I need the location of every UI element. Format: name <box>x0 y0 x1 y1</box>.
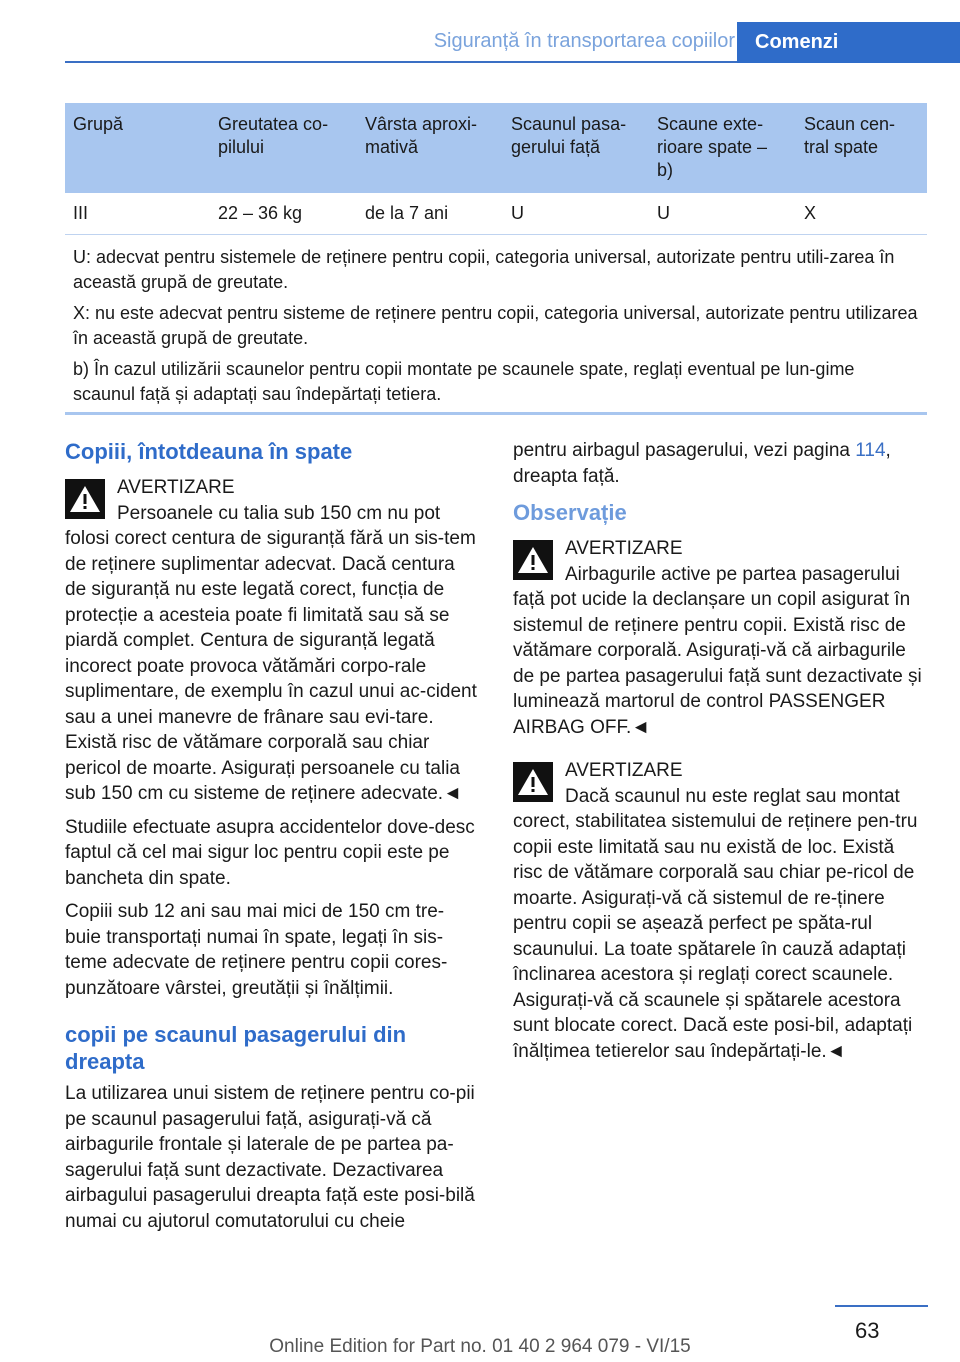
right-column <box>513 438 925 1072</box>
paragraph: Studiile efectuate asupra accidentelor dove-desc faptul că cel mai sigur loc pentru copii este pe bancheta din spate. <box>65 816 475 889</box>
table-header-cell: Vârsta aproxi-mativă <box>357 103 503 193</box>
section-title: Siguranță în transportarea copiilor <box>433 30 735 52</box>
table-cell: U <box>503 193 649 235</box>
table-header-row <box>65 103 927 193</box>
table-notes-row <box>65 235 927 426</box>
warning-text: Airbagurile active pe partea pasagerului față pot ucide la declanșare un copil asigurat în sistemul de reținere pentru copii. Există risc de vătămare corporală. Asigurați-vă că airbagurile de pe partea pasagerului față sunt dezactivate și luminează martorul de control PASSENGER AIRBAG OFF.◄ <box>513 563 922 738</box>
table-cell: 22 – 36 kg <box>210 193 357 235</box>
warning-text: Persoanele cu talia sub 150 cm nu pot folosi corect centura de siguranță fără un sis-tem de reținere suplimentar adecvat. Dacă centura de siguranță nu este legată corect, funcția de protecție a acesteia poate fi limitată sau să se piardă complet. Centura de siguranță legată incorect poate provoca vătămări corpo-rale suplimentare, de exemplu în cazul unui ac-cident sau a unei manevre de frânare sau evi-tare. Există risc de vătămare corporală sau chiar pericol de moarte. Asigurați persoanele cu talia sub 150 cm cu sisteme de reținere adecvate.◄ <box>65 502 477 804</box>
paragraph: Copiii sub 12 ani sau mai mici de 150 cm tre-buie transportați numai în spate, legați în sis-teme adecvate de reținere pentru copii cores-punzătoare vârstei, greutății și înălțimii. <box>65 901 448 999</box>
note-b: b) În cazul utilizării scaunelor pentru copii montate pe scaunele spate, reglați eventual pe lun-gime scaunul față și adaptați sau îndepărtați tetiera. <box>73 359 855 404</box>
table-cell: U <box>649 193 796 235</box>
heading-front-passenger: copii pe scaunul pasagerului din dreapta <box>65 1022 407 1074</box>
note-u: U: adecvat pentru sistemele de reținere pentru copii, categoria universal, autorizate pentru utili-zarea în această grupă de greutate. <box>73 247 895 292</box>
paragraph <box>513 438 925 489</box>
table-header-cell: Scaune exte-rioare spate – b) <box>649 103 796 193</box>
warning-triangle-icon <box>513 762 553 802</box>
heading-note: Observație <box>513 500 627 525</box>
warning-title: AVERTIZARE <box>117 477 235 498</box>
page-number: 63 <box>855 1318 880 1343</box>
paragraph: La utilizarea unui sistem de reținere pentru co-pii pe scaunul pasagerului față, asigurați-vă că airbagurile frontale și laterale de pe partea pa-sagerului față sunt dezactivate. Dezactivarea airbagului pasagerului dreapta față este posi-bilă numai cu ajutorul comutatorului cu cheie <box>65 1083 475 1232</box>
warning-triangle-icon <box>65 479 105 519</box>
warning-triangle-icon <box>513 540 553 580</box>
page-link[interactable]: 114 <box>855 440 886 461</box>
warning-title: AVERTIZARE <box>565 538 683 559</box>
note-x: X: nu este adecvat pentru sisteme de reținere pentru copii, categoria universal, autorizate pentru utilizarea în această grupă de greutate. <box>73 303 918 348</box>
table-header-cell: Greutatea co-pilului <box>210 103 357 193</box>
page-header <box>65 0 960 63</box>
table-cell: III <box>65 193 210 235</box>
table-notes <box>65 235 927 426</box>
paragraph-text: pentru airbagul pasagerului, vezi pagina <box>513 440 856 461</box>
footer-rule <box>835 1305 928 1307</box>
table-bottom-rule <box>65 412 927 415</box>
paragraph-text: , dreapta față. <box>513 440 891 487</box>
left-column <box>65 438 477 1242</box>
warning-title: AVERTIZARE <box>565 760 683 781</box>
table-cell: X <box>796 193 927 235</box>
table-header-cell: Grupă <box>65 103 210 193</box>
heading-children-rear: Copiii, întotdeauna în spate <box>65 439 353 464</box>
warning-text: Dacă scaunul nu este reglat sau montat corect, stabilitatea sistemului de reținere pen-tru copii este limitată sau nu există de loc. Există risc de vătămare corporală sau chiar pe-ricol de moarte. Asigurați-vă că sistemul de re-ținere pentru copii se așează perfect pe spăta-rul scaunului. La toate spătarele în cauză adaptați înclinarea acestora și reglați corect scaunele. Asigurați-vă că scaunele și spătarele acestora sunt blocate corect. Dacă este posi-bil, adaptați înălțimea tetierelor sau îndepărtați-le.◄ <box>513 785 918 1062</box>
warning-block <box>513 536 925 740</box>
table-header-cell: Scaunul pasa-gerului față <box>503 103 649 193</box>
chapter-tab[interactable]: Comenzi <box>737 22 960 63</box>
table-header-cell: Scaun cen-tral spate <box>796 103 927 193</box>
warning-block <box>513 758 925 1064</box>
child-seat-table <box>65 103 927 425</box>
table-cell: de la 7 ani <box>357 193 503 235</box>
warning-block <box>65 475 477 807</box>
edition-footer: Online Edition for Part no. 01 40 2 964 079 - VI/15 <box>269 1336 691 1357</box>
table-row <box>65 193 927 235</box>
